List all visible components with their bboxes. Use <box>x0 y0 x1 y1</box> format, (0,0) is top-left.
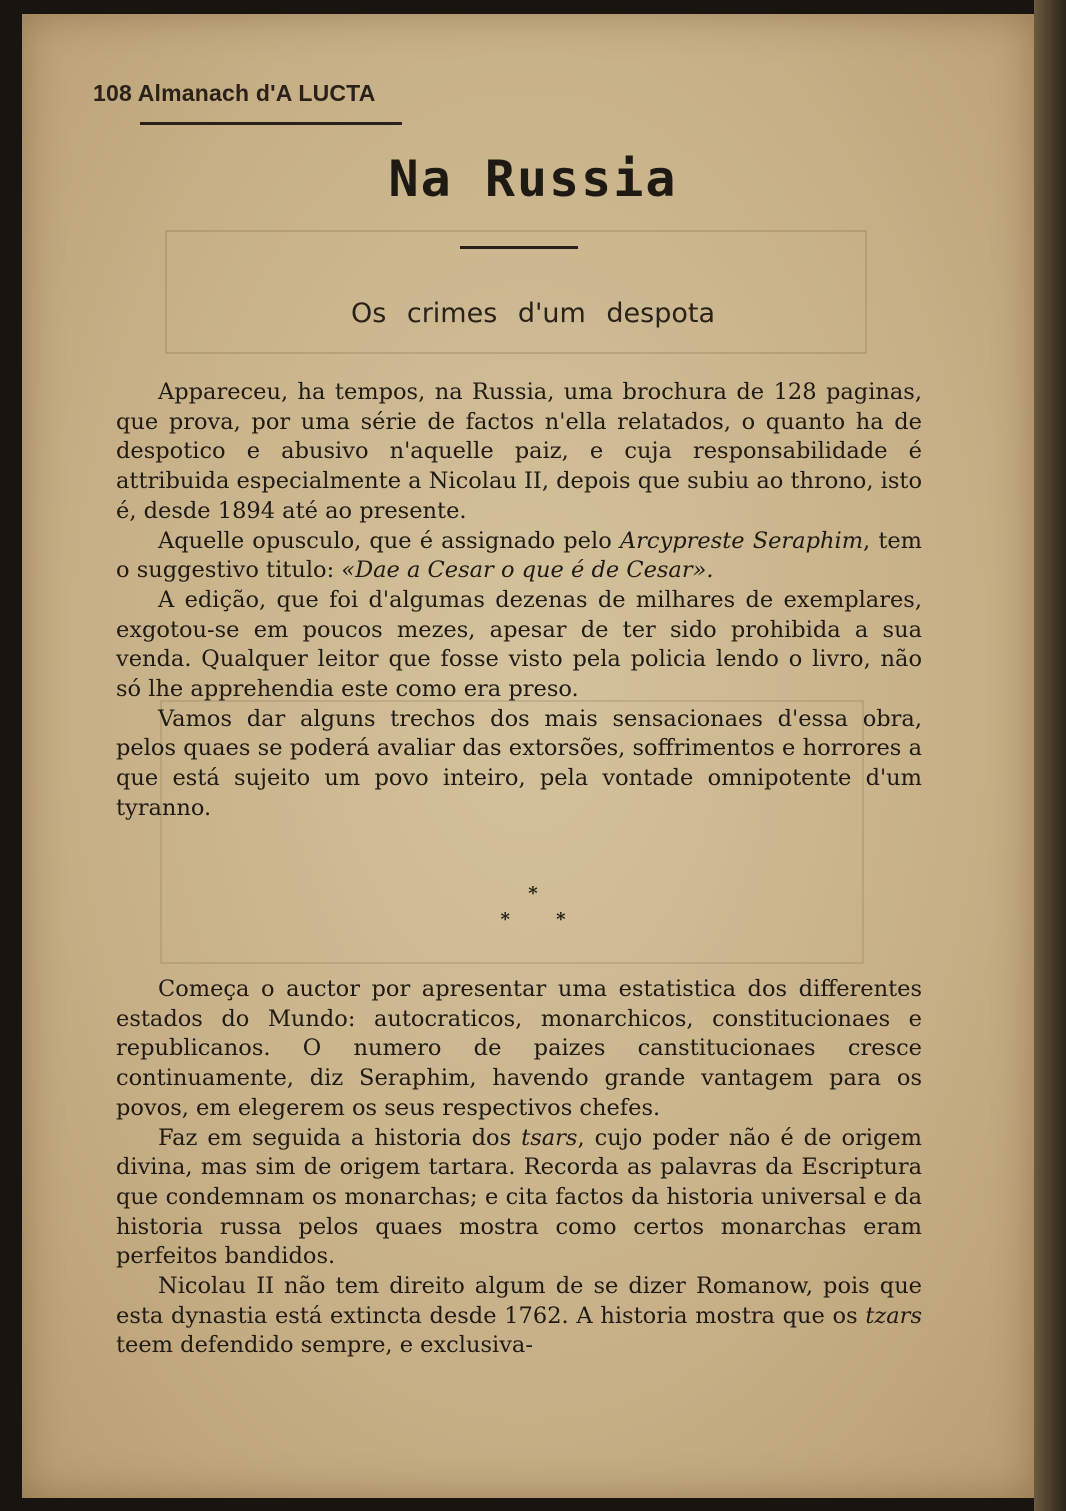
paragraph: A edição, que foi d'algumas dezenas de milhares de exemplares, exgotou-se em poucos mezes, apesar de ter sido prohibida a sua venda. Qualquer leitor que fosse visto pela policia lendo o livro, não só lhe apprehendia este como era preso. <box>116 586 922 703</box>
paragraph: Nicolau II não tem direito algum de se dizer Romanow, pois que esta dynastia está extincta desde 1762. A historia mostra que os tzars teem defendido sempre, e exclusiva- <box>116 1273 922 1359</box>
paragraph: Faz em seguida a historia dos tsars, cujo poder não é de origem divina, mas sim de origem tartara. Recorda as palavras da Escriptura que condemnam os monarchas; e cita factos da historia universal e da historia russa pelos quaes mostra como certos monarchas eram perfeitos bandidos. <box>116 1124 922 1270</box>
article-section-2 <box>116 975 922 1361</box>
header-rule <box>140 122 402 125</box>
book-spine <box>1034 0 1066 1511</box>
running-title: Almanach d'A LUCTA <box>137 80 376 106</box>
title-rule <box>460 246 578 249</box>
author-name: Arcypreste Seraphim <box>619 527 864 554</box>
paragraph: Começa o auctor por apresentar uma estatistica dos differentes estados do Mundo: autocraticos, monarchicos, constitucionaes e republicanos. O numero de paizes canstitucionaes cresce continuamente, diz Seraphim, havendo grande vantagem para os povos, em elegerem os seus respectivos chefes. <box>116 976 922 1121</box>
running-header <box>93 80 376 107</box>
article-subtitle: Os crimes d'um despota <box>350 298 716 329</box>
paragraph: Vamos dar alguns trechos dos mais sensacionaes d'essa obra, pelos quaes se poderá avaliar das extorsões, soffrimentos e horrores a que está sujeito um povo inteiro, pela vontade omnipotente d'um tyranno. <box>116 705 922 821</box>
asterism-top: * <box>528 883 538 904</box>
article-section-1 <box>116 378 922 824</box>
book-title: «Dae a Cesar o que é de Cesar». <box>341 557 714 584</box>
article-title: Na Russia <box>388 150 678 208</box>
paragraph: Aquelle opusculo, que é assignado pelo Arcypreste Seraphim, tem o suggestivo titulo: «Dae a Cesar o que é de Cesar». <box>116 527 923 584</box>
page-number: 108 <box>93 80 132 106</box>
asterism-bottom: * * <box>500 909 566 930</box>
paragraph: Appareceu, ha tempos, na Russia, uma brochura de 128 paginas, que prova, por uma série de factos n'ella relatados, o quanto ha de despotico e abusivo n'aquelle paiz, e cuja responsabilidade é attribuida especialmente a Nicolau II, depois que subiu ao throno, isto é, desde 1894 até ao presente. <box>116 379 922 524</box>
